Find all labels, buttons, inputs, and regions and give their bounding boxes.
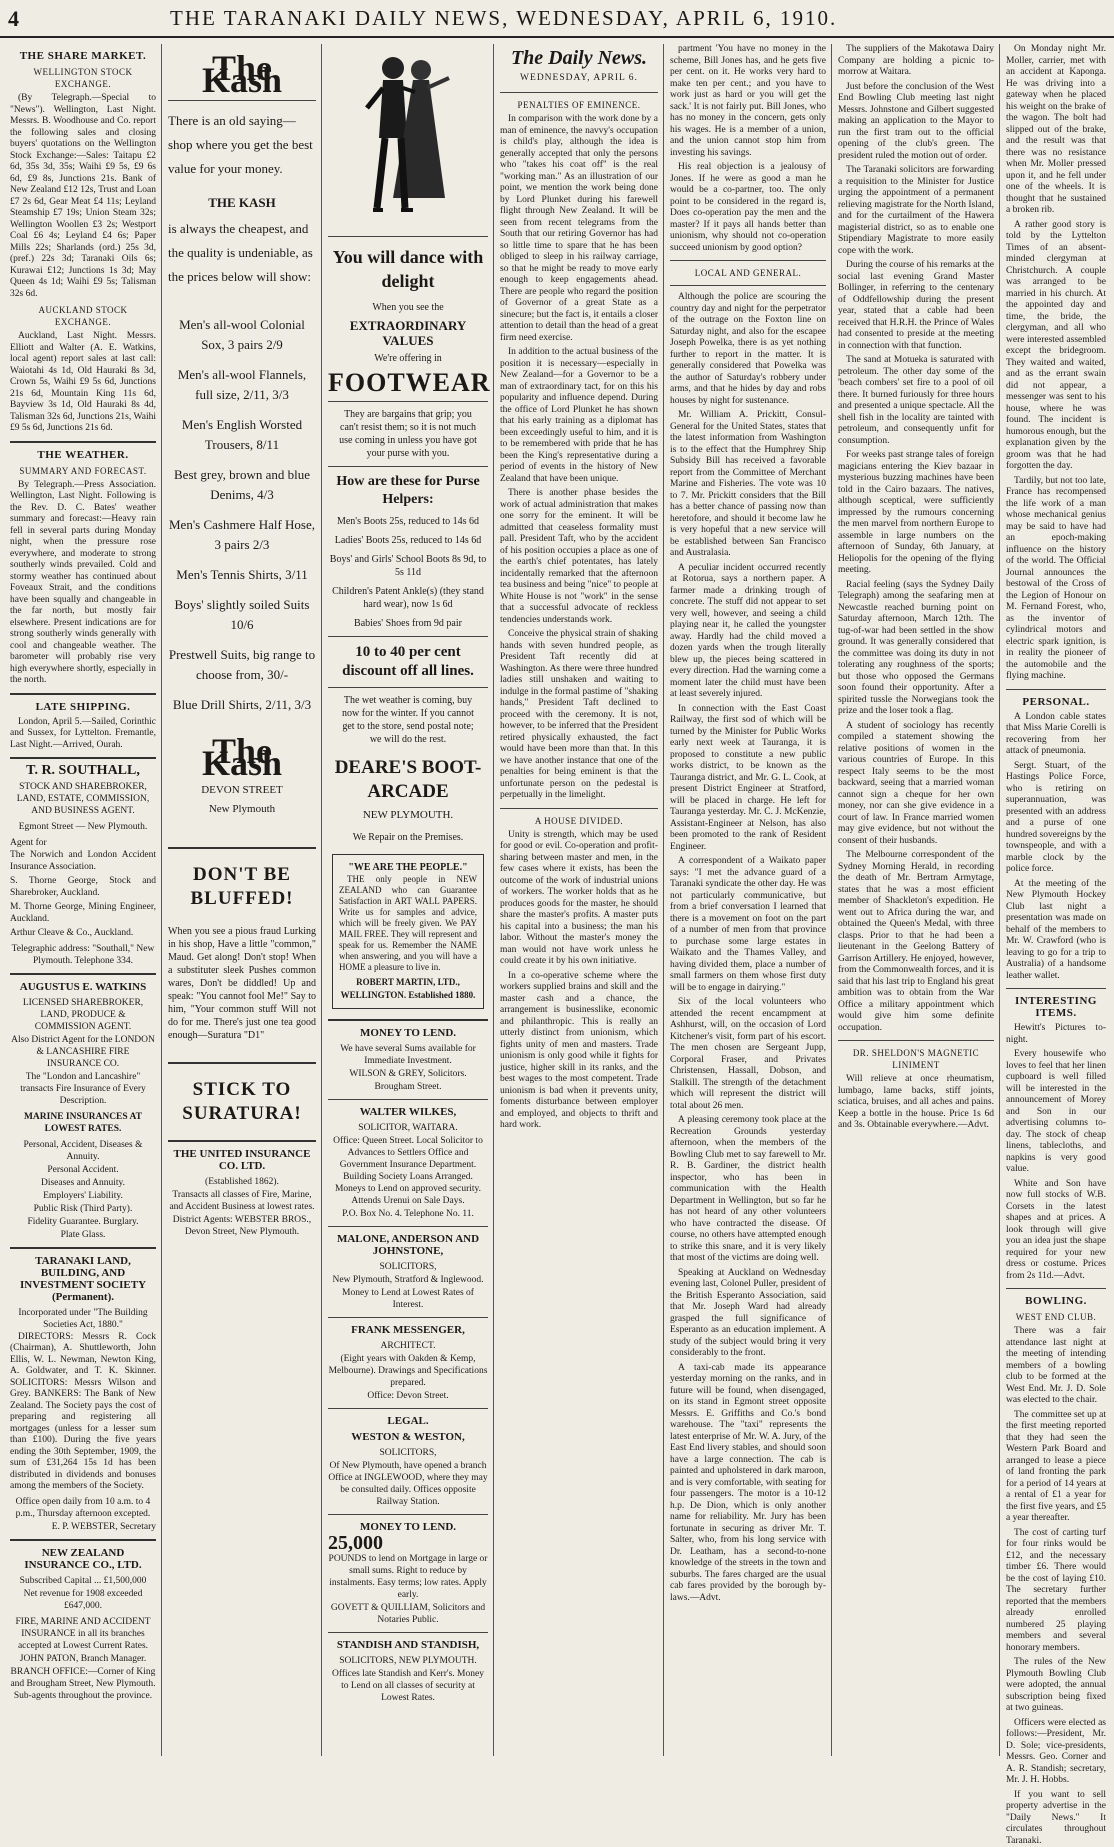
boot-price-item: Babies' Shoes from 9d pair bbox=[328, 617, 488, 630]
local-item: A pleasing ceremony took place at the Recreation Grounds yesterday afternoon, when the members of the Bowling Club met to say farewell to Mr. R. B. Gardiner, the district health inspector, who has been in communication with the Health Department in Wellington, but so far he has not heard of any other volunteers who have contracted the disease. Of course, no others have attempted enough to strike this snare, and it is very likely that most of the victims are doing well. bbox=[670, 1115, 826, 1265]
wilkes-text: Office: Queen Street. Local Solicitor to Advances to Settlers Office and Government Insurance Department. Building Society Loans Arranged. Moneys to Lend on approved security. Attends Urenui on Sale Days. bbox=[328, 1135, 488, 1207]
bowling-heading: BOWLING. bbox=[1006, 1295, 1106, 1307]
wellington-report: (By Telegraph.—Special to "News"). Wellington, Last Night. Messrs. B. Woodhouse and Co. report the following sales and closing buyers' quotations on the Wellington Stock Exchange:—Sales: Taitapu £2 6d, 35s 3d, 35s; Waihi £9 5s, £9 6s 6d, £9 8s, Junctions 21s. Bank of New Zealand £12 12s, Trust and Loan £7 2s 6d, Gear Meat £4 11s; Leyland Steamship £7 19s; Union Steam 32s; Wellington Woollen £3 2s; Westport Coal £6 4s; Leyland £4 6s; Paper Mills 22s; Sharlands (ord.) 25s 3d, (pref.) 22s 3d; Taranaki Oils 6s; Kurawai £12; Junctions 1s 3d; May Queen 4s 1d; Waihi £9 5s; Talisman 32s 6d. bbox=[10, 93, 156, 300]
editorial-date: WEDNESDAY, APRIL 6. bbox=[500, 72, 658, 84]
divider bbox=[328, 236, 488, 237]
local-item: A peculiar incident occurred recently at Rotorua, says a northern paper. A farmer made a drinking trough of concrete. The stuff did not appear to set very well, however, and seeing a child playing near it, he called the youngster away. Hardly had the child moved a dozen yards when the trough literally blew up, the pieces being scattered in every direction. Had the warning come a moment later the child must have been at least severely injured. bbox=[670, 563, 826, 701]
bowling-item: The cost of carting turf for four rinks would be £12, and the necessary timber £6. There would be the cost of laying £10. The secretary further reported that the members already enrolled numbered 25 playing members and several honorary members. bbox=[1006, 1528, 1106, 1655]
messenger-office: Office: Devon Street. bbox=[328, 1390, 488, 1402]
nz-insurance-capital: Subscribed Capital ... £1,500,000 bbox=[10, 1575, 156, 1587]
masthead bbox=[0, 0, 1114, 38]
kash-price-item: Men's all-wool Colonial Sox, 3 pairs 2/9 bbox=[168, 315, 316, 355]
bowling-item: There was a fair attendance last night at the meeting of intending members of a bowling club to be formed at the West End. Mr. J. D. Sole was elected to the chair. bbox=[1006, 1326, 1106, 1407]
share-market-heading: THE SHARE MARKET. bbox=[10, 50, 156, 62]
extraordinary-values: EXTRAORDINARY VALUES bbox=[328, 318, 488, 348]
society-incorporated: Incorporated under "The Building Societies Act, 1880." bbox=[10, 1307, 156, 1331]
kash-price-item: Blue Drill Shirts, 2/11, 3/3 bbox=[168, 695, 316, 715]
agent-item: M. Thorne George, Mining Engineer, Auckland. bbox=[10, 902, 156, 925]
society-secretary: E. P. WEBSTER, Secretary bbox=[10, 1521, 156, 1533]
lend-heading: MONEY TO LEND. bbox=[328, 1521, 488, 1533]
local-general-heading: LOCAL AND GENERAL. bbox=[670, 267, 826, 279]
agent-for-label: Agent for bbox=[10, 837, 156, 849]
kash-town: New Plymouth bbox=[168, 802, 316, 817]
nz-insurance-revenue: Net revenue for 1908 exceeded £647,000. bbox=[10, 1588, 156, 1612]
southall-business: STOCK AND SHAREBROKER, LAND, ESTATE, COMMISSION, AND BUSINESS AGENT. bbox=[10, 781, 156, 817]
agent-item: Arthur Cleave & Co., Auckland. bbox=[10, 928, 156, 940]
interesting-item: Every housewife who loves to feel that her linen cupboard is well filled will be interested in the announcement of Morey and Son in our advertising columns to-day. The stock of cheap linens, tablecloths, and napkins is very good value. bbox=[1006, 1049, 1106, 1176]
column-local-news bbox=[666, 44, 830, 1756]
lend-text: POUNDS to lend on Mortgage in large or small sums. Right to reduce by instalments. Easy terms; low rates. Apply early. bbox=[328, 1553, 488, 1601]
local-item: Speaking at Auckland on Wednesday evening last, Colonel Puller, president of the British Esperanto Association, said that Mr. Joseph Ward had already grasped the full significance of Esperanto as an education implement. A study of the subject would bring it very considerably to the front. bbox=[670, 1268, 826, 1360]
weston-heading: WESTON & WESTON, bbox=[328, 1431, 488, 1443]
wilkes-box: P.O. Box No. 4. Telephone No. 11. bbox=[328, 1208, 488, 1220]
local-item: The suppliers of the Makotawa Dairy Company are holding a picnic to-morrow at Waitara. bbox=[838, 44, 994, 79]
divider bbox=[1006, 988, 1106, 989]
personal-item: A London cable states that Miss Marie Corelli is recovering from her attack of pneumonia. bbox=[1006, 712, 1106, 758]
boot-price-item: Children's Patent Ankle(s) (they stand hard wear), now 1s 6d bbox=[328, 585, 488, 611]
kash-intro: There is an old saying—shop where you get the best value for your money. bbox=[168, 109, 316, 181]
lend-firm: GOVETT & QUILLIAM, Solicitors and Notaries Public. bbox=[328, 1602, 488, 1626]
divider bbox=[168, 100, 316, 101]
local-item: A taxi-cab made its appearance yesterday morning on the ranks, and in future will be found, when disengaged, on its stand in Egmont street opposite Messrs. E. Griffiths and Co.'s bond warehouse. The "taxi" represents the latest enterprise of Mr. W. A. Jury, of the East End livery stables, and should soon have a large connection. The cab is painted and upholstered in dark maroon, and is very comfortable, with seating for four passengers. The motor is a 10-12 h.p. De Dion, which is only another name for reliability. Mr. Jury has been fortunate in securing as driver Mr. T. Salter, who, from his long service with Dr. Leatham, has a second-to-none knowledge of the streets in the town and suburbs. The fares charged are the usual cab fares provided by the borough by-laws.—Advt. bbox=[670, 1363, 826, 1605]
insurance-item: Public Risk (Third Party). bbox=[10, 1203, 156, 1215]
united-insurance-established: (Established 1862). bbox=[168, 1176, 316, 1188]
when-you-see: When you see the bbox=[328, 301, 488, 314]
bargains-text: They are bargains that grip; you can't resist them; so it is not much use coming in unless you have got your purse with you. bbox=[328, 408, 488, 460]
footwear-heading: FOOTWEAR bbox=[328, 377, 488, 389]
wellington-heading: WELLINGTON STOCK EXCHANGE. bbox=[10, 66, 156, 90]
divider bbox=[328, 1408, 488, 1409]
interesting-item: White and Son have now full stocks of W.B. Corsets in the latest shapes and at prices. A look through will give you an idea just the shape required for your new dress or costume. Prices from 2s 11d.—Advt. bbox=[1006, 1179, 1106, 1283]
bowling-item: The committee set up at the first meeting reported that they had seen the Western Park Board and arranged to lease a piece of land fronting the park for a period of 14 years at a rental of £1 a year for the first five years, and £5 a year thereafter. bbox=[1006, 1410, 1106, 1525]
standish-heading: STANDISH AND STANDISH, bbox=[328, 1639, 488, 1651]
kash-subheading: THE KASH bbox=[168, 197, 316, 209]
bowling-item: The rules of the New Plymouth Bowling Club were adopted, the annual subscription being fixed at two guineas. bbox=[1006, 1657, 1106, 1715]
watkins-agency: Also District Agent for the LONDON & LANCASHIRE FIRE INSURANCE CO. bbox=[10, 1034, 156, 1070]
column-kash-advert bbox=[164, 44, 320, 1756]
column-rule bbox=[999, 44, 1000, 1756]
divided-paragraph: Unity is strength, which may be used for good or evil. Co-operation and profit-sharing between master and men, in the few cases where it exists, has been the outcome of the work of industrial unions of workers. The worker holds that as he produces goods for the master, he should share the master's profits. A master puts his capital into a business; the man his labor. Without the master's money the man would not have work unless he could create it by his own initiative. bbox=[500, 830, 658, 968]
local-item: Six of the local volunteers who attended the recent encampment at Ashhurst, will, on the occasion of Lord Kitchener's visit, form part of his escort. The men chosen are Sergeant Jupp, Corporal Fraser, and Privates Christensen, Hassall, Dobson, and Stalkill. The strength of the detachment which will represent the district will total about 26 men. bbox=[670, 997, 826, 1112]
boot-price-item: Boys' and Girls' School Boots 8s 9d, to 5s 11d bbox=[328, 553, 488, 579]
suratura-slogan: STICK TO SURATURA! bbox=[168, 1078, 316, 1126]
southall-name: T. R. SOUTHALL, bbox=[10, 765, 156, 777]
local-item: Mr. William A. Prickitt, Consul-General for the United States, states that the latest information from Washington is to the effect that the Humphrey Ship Subsidy Bill has received a favorable report from the Committee of Merchant Marine and Fisheries. The vote was 10 to 7. Mr. Prickitt considers that the Bill has a better chance of passing now than heretofore, and should it become law he is very hopeful that a new service will be established between San Francisco and Australasia. bbox=[670, 410, 826, 560]
divider bbox=[168, 1062, 316, 1064]
society-office-hours: Office open daily from 10 a.m. to 4 p.m., Thursday afternoon excepted. bbox=[10, 1496, 156, 1520]
malone-text: Money to Lend at Lowest Rates of Interest. bbox=[328, 1287, 488, 1311]
kash-street: DEVON STREET bbox=[168, 783, 316, 798]
malone-subheading: SOLICITORS, bbox=[328, 1261, 488, 1273]
local-item: On Monday night Mr. Moller, carrier, met with an accident at Kaponga. He was driving into a gateway when he placed his weight on the brake of the wagon. The bolt had slipped out of the brake, and the result was that there was no resistance when Mr. Moller pressed upon it, and he fell under one of the wheels. It is thought that he sustained a broken rib. bbox=[1006, 44, 1106, 217]
penalties-heading: PENALTIES OF EMINENCE. bbox=[500, 99, 658, 111]
deares-heading: DEARE'S BOOT-ARCADE bbox=[328, 756, 488, 804]
weather-subheading: SUMMARY AND FORECAST. bbox=[10, 465, 156, 477]
divider bbox=[10, 441, 156, 443]
divider bbox=[328, 1019, 488, 1021]
southall-telegraph: Telegraphic address: "Southall," New Plymouth. Telephone 334. bbox=[10, 943, 156, 967]
society-text: DIRECTORS: Messrs R. Cock (Chairman), A. Shuttleworth, John Ellis, W. L. Newman, Newton King, A. Goldwater, and T. K. Skinner. SOLICITORS: Messrs Wilson and Grey. BANKERS: The Bank of New Zealand. The Society pays the cost of preparing and registering all mortgages (unless for a lesser sum than £100). During the five years ending the 30th September, 1909, the sum of £31,264 15s 1d has been distributed in dividends and bonuses among the members of the Society. bbox=[10, 1332, 156, 1493]
insurance-list bbox=[10, 1139, 156, 1241]
personal-item: At the meeting of the New Plymouth Hockey Club last night a presentation was made on behalf of the members to Mr. W. Crawford (who is leaving to go for a trip to Australia) of a handsome leather wallet. bbox=[1006, 879, 1106, 983]
magnetic-liniment-heading: DR. SHELDON'S MAGNETIC LINIMENT bbox=[838, 1047, 994, 1071]
local-item: Just before the conclusion of the West End Bowling Club meeting last night Messrs. Johnstone and Gilbert suggested making an application to the Mayor to run the first tram out to the official opening of the club's green. The president ruled the motion out of order. bbox=[838, 82, 994, 163]
local-item: A correspondent of a Waikato paper says: "I met the advance guard of a Taranaki syndicate the other day. He was not particularly communicative, but from a brief conversation I learned that there is a movement on foot on the part of a number of men from that province to purchase some large estates in Waikato and the Thames Valley, and having divided them, place a number of small farmers on them whose first duty will be to engage in dairying." bbox=[670, 856, 826, 994]
weather-report: By Telegraph.—Press Association. Wellington, Last Night. Following is the Rev. D. C. Bates' weather summary and forecast:—Heavy rain fell in several parts during Monday night, when the pressure rose everywhere, and moderate to strong southerly winds prevailed. Cold and stormy weather has continued about Foveaux Strait, and the conditions have been squally and changeable in the far north, but mostly fair elsewhere. Present indications are for strong southerly winds generally with cool and changeable weather. The barometer will probably rise very high everywhere shortly, especially in the north. bbox=[10, 480, 156, 687]
nz-insurance-heading: NEW ZEALAND INSURANCE CO., LTD. bbox=[10, 1547, 156, 1571]
divider bbox=[168, 847, 316, 849]
divider bbox=[328, 466, 488, 467]
purse-helpers-heading: How are these for Purse Helpers: bbox=[328, 473, 488, 509]
messenger-heading: FRANK MESSENGER, bbox=[328, 1324, 488, 1336]
agent-list bbox=[10, 850, 156, 940]
magnetic-liniment-text: Will relieve at once rheumatism, lumbago, lame backs, stiff joints, sciatica, bruises, and all aches and pains. Keep a bottle in the house. Price 1s 6d and 3s. Obtainable everywhere.—Advt. bbox=[838, 1074, 994, 1132]
malone-address: New Plymouth, Stratford & Inglewood. bbox=[328, 1274, 488, 1286]
divider bbox=[1006, 689, 1106, 690]
kash-price-item: Boys' slightly soiled Suits 10/6 bbox=[168, 595, 316, 635]
local-item: Racial feeling (says the Sydney Daily Telegraph) among the seafaring men at Newcastle reached burning point on Saturday afternoon, March 12th. The tug-of-war had been settled in the show ground. It was generally considered that the committee was doing its duty in not tolerating any roughness of the sports; but those who opposed the Germans soon found their opportunity. After a spirited tussle the Norwegians took the prize and the loser took a flag. bbox=[838, 580, 994, 718]
agent-item: S. Thorne George, Stock and Sharebroker, Auckland. bbox=[10, 876, 156, 899]
kash-price-item: Best grey, brown and blue Denims, 4/3 bbox=[168, 465, 316, 505]
boot-price-item: Ladies' Boots 25s, reduced to 14s 6d bbox=[328, 534, 488, 547]
column-rule bbox=[321, 44, 322, 1756]
kash-intro-2: is always the cheapest, and the quality is undeniable, as the prices below will show: bbox=[168, 217, 316, 289]
watkins-name: AUGUSTUS E. WATKINS bbox=[10, 981, 156, 993]
nz-insurance-branch: BRANCH OFFICE:—Corner of King and Brougham Street, New Plymouth. Sub-agents throughout the province. bbox=[10, 1666, 156, 1702]
penalties-paragraph: In addition to the actual business of the position it is necessary—especially in New Zealand—for a Governor to be a man of extraordinary tact, for on this his popularity and influence depend. During the office of Lord Plunket he has shown that his early training as a diplomat has been exceedingly useful to him, and it is to be remembered with pride that he has been the King's representative during a period of events in the history of New Zealand that have been unique. bbox=[500, 347, 658, 485]
auckland-report: Auckland, Last Night. Messrs. Elliott and Walter (A. E. Watkins, local agent) report sales at last call: Waiotahi 4s 1d, Old Hauraki 8s 3d, Crown 5s, Waihi £9 5s 6d, Junctions 21s 6d, Mountain King 11s 6d, Bayview 3s 1d, Old Hauraki 8s 4d, Talisman 32s 6d, Junctions 21s, Waihi £9 5s 6d, Junctions 21s 6d. bbox=[10, 331, 156, 435]
newspaper-title: THE TARANAKI DAILY NEWS, WEDNESDAY, APRIL 6, 1910. bbox=[170, 6, 837, 31]
divider bbox=[328, 636, 488, 637]
wet-weather-text: The wet weather is coming, buy now for the winter. If you cannot get to the store, send postal note; we will do the rest. bbox=[328, 694, 488, 746]
dance-headline: You will dance with delight bbox=[328, 245, 488, 293]
divided-heading: A HOUSE DIVIDED. bbox=[500, 815, 658, 827]
local-item: Tardily, but not too late, France has recompensed the life work of a man whose mechanical genius may be said to have had an epoch-making influence on the history of the world. The Official Journal announces the bestowal of the Cross of the Legion of Honour on M. Fernand Forest, who, as the inventor of cylindrical motors and electric spark ignition, is in reality the pioneer of the automobile and the flying machine. bbox=[1006, 476, 1106, 683]
divider bbox=[838, 1040, 994, 1041]
column-rule bbox=[161, 44, 162, 1756]
wallpaper-advert bbox=[332, 854, 484, 1009]
standish-text: Offices late Standish and Kerr's. Money to Lend on all classes of security at Lowest Rates. bbox=[328, 1668, 488, 1704]
malone-heading: MALONE, ANDERSON AND JOHNSTONE, bbox=[328, 1233, 488, 1257]
people-firm: ROBERT MARTIN, LTD., WELLINGTON. Established 1880. bbox=[339, 976, 477, 1002]
people-heading: "WE ARE THE PEOPLE." bbox=[339, 861, 477, 874]
divided-paragraph: In a co-operative scheme where the workers supplied brains and skill and the master cash and a chance, the arrangement is businesslike, economic and philanthropic. This is really an utterly distinct from unionism, which fights unity of men and masters. Trade unionism is only good while it fights for justice, higher skill in its ranks, and the best wages to the most competent. Trade unionism is bad when it prevents unity, foments disturbance between employer and employed, and objects to thrift and hard work. bbox=[500, 971, 658, 1132]
penalties-paragraph: There is another phase besides the work of actual administration that makes one sorry for the eminent. It will be admitted that ceaseless formality must pall. President Taft, who by the accident of his position occupies a place as one of the earth's chief potentates, has lately incidentally remarked that the afternoon tea business and being "nice" to people at White House is not "work" in the sense that a successful advocate of reckless tendencies understands work. bbox=[500, 488, 658, 626]
personal-item: Sergt. Stuart, of the Hastings Police Force, who is retiring on superannuation, was presented with an address and a purse of one hundred sovereigns by the townspeople, and with a marble clock by the police force. bbox=[1006, 761, 1106, 876]
paper-nameplate: The Daily News. bbox=[500, 52, 658, 64]
kash-price-item: Men's Tennis Shirts, 3/11 bbox=[168, 565, 316, 585]
kash-price-item: Prestwell Suits, big range to choose from, 30/- bbox=[168, 645, 316, 685]
local-item: Although the police are scouring the country day and night for the perpetrator of the outrage on the Foxton line on Saturday night, and also for the escapee Joseph Powelka, there is as yet nothing further to report in the matter. It is generally considered that Powelka was the author of Saturday's robbery under arms, and that he hides by day and robs houses by night for sustenance. bbox=[670, 292, 826, 407]
divider bbox=[670, 260, 826, 261]
weston-text: Of New Plymouth, have opened a branch Office at INGLEWOOD, where they may be consulted daily. Offices opposite Railway Station. bbox=[328, 1460, 488, 1508]
divider bbox=[500, 92, 658, 93]
dancing-couple-illustration bbox=[353, 48, 463, 228]
nz-insurance-text: FIRE, MARINE AND ACCIDENT INSURANCE in all its branches accepted at Lowest Current Rates. bbox=[10, 1616, 156, 1652]
weston-subheading: SOLICITORS, bbox=[328, 1447, 488, 1459]
kash-price-item: Men's Cashmere Half Hose, 3 pairs 2/3 bbox=[168, 515, 316, 555]
column-rule bbox=[493, 44, 494, 1756]
southall-address: Egmont Street — New Plymouth. bbox=[10, 821, 156, 833]
local-item: In connection with the East Coast Railway, the first sod of which will be turned by the Minister for Public Works early next week at Tauranga, it is proposed to constitute a new public works district, to be known as the Tauranga district, and Mr. G. L. Cook, at present District Engineer at Stratford, will be placed in charge. He left for Tauranga yesterday. Mr. C. J. McKenzie, Assistant-Engineer at Nelson, has also been promoted to the rank of Resident Engineer. bbox=[670, 704, 826, 854]
penalties-paragraph: Conceive the physical strain of shaking hands with seven hundred people, as President Taft recently did at Washington. As there were three hundred ladies still unshaken and waiting to indulge in the formal pastime of "shaking hands," President Taft declined to proceed with the ceremony. It is not, however, to be inferred that the President retired physically exhausted, the fact would have been more than that. In this we have another instance that one of the penalties for being eminent is that the unfortunate person on the pedestal is perpetually in the limelight. bbox=[500, 629, 658, 802]
repair-notice: We Repair on the Premises. bbox=[328, 831, 488, 844]
shipping-heading: LATE SHIPPING. bbox=[10, 701, 156, 713]
page-number: 4 bbox=[8, 6, 19, 32]
kash-title: The Kash bbox=[168, 62, 316, 86]
local-item: The Taranaki solicitors are forwarding a requisition to the Minister for Justice urging the appointment of a permanent relieving magistrate for the North Island, and for the curtailment of the Hawera magisterial district, so as to enable one Stipendiary Magistrate to more easily cope with the work. bbox=[838, 165, 994, 257]
divider bbox=[328, 1514, 488, 1515]
boot-price-list bbox=[328, 515, 488, 630]
local-item: The Melbourne correspondent of the Sydney Morning Herald, in recording the death of Mr. Bertram Armytage, states that he was a most efficient member of Shackleton's expedition. He went out to Africa during the war, and obtained the Queen's Medal, with three clasps. Prior to that he had been a lieutenant in the Geelong Battery of Garrison Artillery. He enjoyed, however, from the Commonwealth forces, and it is said that his last trip to England his great ambition was to obtain from the War Office a military appointment which would give him some definite occupation. bbox=[838, 850, 994, 1034]
column-rule bbox=[831, 44, 832, 1756]
interesting-heading: INTERESTING ITEMS. bbox=[1006, 995, 1106, 1019]
editorial-continued: partment 'You have no money in the scheme, Bill Jones has, and he gets five per cent. on it. He works very hard to make ten per cent.; and you have to work just as hard or you will get the sack.' It is not fairly put. Bill Jones, who has no money in the concern, gets only his wages. He is a member of a union, and the union cannot stop him from investing his savings. bbox=[670, 44, 826, 159]
insurance-item: Employers' Liability. bbox=[10, 1190, 156, 1202]
watkins-fire: The "London and Lancashire" transacts Fire Insurance of Every Description. bbox=[10, 1071, 156, 1107]
divider bbox=[10, 1247, 156, 1249]
kash-title-2: The Kash bbox=[168, 745, 316, 769]
money-heading: MONEY TO LEND. bbox=[328, 1027, 488, 1039]
divider bbox=[500, 808, 658, 809]
nz-insurance-manager: JOHN PATON, Branch Manager. bbox=[10, 1653, 156, 1665]
money-firm: WILSON & GREY, Solicitors. bbox=[328, 1068, 488, 1080]
divider bbox=[328, 1317, 488, 1318]
people-text: THE only people in NEW ZEALAND who can Guarantee Satisfaction in ART WALL PAPERS. Write us for samples and advice, which will be freely given. We PAY MAIL FREE. They will represent and speak for us. Remember the NAME when answering, and you will have a HOME a pleasure to live in. bbox=[339, 874, 477, 973]
divider bbox=[10, 757, 156, 759]
insurance-item: Fidelity Guarantee. Burglary. bbox=[10, 1216, 156, 1228]
messenger-text: (Eight years with Oakden & Kemp, Melbourne). Drawings and Specifications prepared. bbox=[328, 1353, 488, 1389]
column-deares-advert bbox=[324, 44, 492, 1756]
column-personal-bowling bbox=[1002, 44, 1110, 1756]
column-local-news-2 bbox=[834, 44, 998, 1756]
local-item: A student of sociology has recently compiled a statement showing the relative positions of women in the various countries of Europe. In this respect Italy seems to be the most backward, seeing that a married woman cannot sign a cheque for her own money, nor can she give evidence in a court of law. In France married women may give evidence, but not without the consent of their husbands. bbox=[838, 721, 994, 848]
weather-heading: THE WEATHER. bbox=[10, 449, 156, 461]
penalties-paragraph: In comparison with the work done by a man of eminence, the navvy's occupation is child's play, although the idea is generally accepted that only the persons who "takes his coat off" is the real "working man." As an illustration of our point, we mention the work being done by Lord Plunket during his farewell flight through New Zealand. It will be seen from recent telegrams from the South that our retiring Governor has had so little time to spare that he has been obliged to sleep in his railway carriage, so that he might be ready to move early enough to keep engagements ahead. There are people who regard the position of Governor of a great State as a sinecure; but the fact is, it entails a closer attention to detail than the head of a great firm need exercise. bbox=[500, 114, 658, 344]
discount-banner: 10 to 40 per cent discount off all lines. bbox=[328, 643, 488, 681]
divider bbox=[328, 1632, 488, 1633]
marine-heading: MARINE INSURANCES AT LOWEST RATES. bbox=[10, 1111, 156, 1135]
messenger-subheading: ARCHITECT. bbox=[328, 1340, 488, 1352]
united-insurance-text: Transacts all classes of Fire, Marine, and Accident Business at lowest rates. bbox=[168, 1189, 316, 1213]
shipping-report: London, April 5.—Sailed, Corinthic and Sussex, for Lyttelton. Fremantle, Last Night.—Arrived, Ourah. bbox=[10, 717, 156, 752]
auckland-heading: AUCKLAND STOCK EXCHANGE. bbox=[10, 304, 156, 328]
offering-label: We're offering in bbox=[328, 352, 488, 365]
kash-price-item: Men's English Worsted Trousers, 8/11 bbox=[168, 415, 316, 455]
watkins-business: LICENSED SHAREBROKER, LAND, PRODUCE & COMMISSION AGENT. bbox=[10, 997, 156, 1033]
insurance-item: Plate Glass. bbox=[10, 1229, 156, 1241]
lend-amount: 25,000 bbox=[328, 1537, 488, 1549]
kash-price-list bbox=[168, 315, 316, 715]
interesting-item: Hewitt's Pictures to-night. bbox=[1006, 1023, 1106, 1046]
bowling-item: If you want to sell property advertise in the "Daily News." It circulates throughout Taranaki. bbox=[1006, 1790, 1106, 1847]
boot-price-item: Men's Boots 25s, reduced to 14s 6d bbox=[328, 515, 488, 528]
divider bbox=[328, 1226, 488, 1227]
divider bbox=[168, 1140, 316, 1142]
standish-subheading: SOLICITORS, NEW PLYMOUTH. bbox=[328, 1655, 488, 1667]
money-text: We have several Sums available for Immediate Investment. bbox=[328, 1043, 488, 1067]
personal-heading: PERSONAL. bbox=[1006, 696, 1106, 708]
money-address: Brougham Street. bbox=[328, 1081, 488, 1093]
editorial-continued: His real objection is a jealousy of Jones. If he were as good a man he would be a co-partner, too. The only point to be considered in the regard is, Does co-operation pay the men and the master? If it pays all hands better than unionism, why should not co-operation succeed unionism by good option? bbox=[670, 162, 826, 254]
local-item: For weeks past strange tales of foreign magicians entering the Kiev bazaar in mysterious buzzing machines have been told in the Cairo bazaars. The natives, although sceptical, were sufficiently impressed by the rumours concerning the men marvel from northern Europe to assemble in large numbers on the afternoon of Sunday, 6th January, at Heliopolis for the opening of the flying meeting. bbox=[838, 450, 994, 577]
wilkes-heading: WALTER WILKES, bbox=[328, 1106, 488, 1118]
insurance-item: Diseases and Annuity. bbox=[10, 1177, 156, 1189]
insurance-item: Personal Accident. bbox=[10, 1164, 156, 1176]
column-editorial bbox=[496, 44, 662, 1756]
agent-item: The Norwich and London Accident Insurance Association. bbox=[10, 850, 156, 873]
divider bbox=[328, 687, 488, 688]
column-share-market bbox=[6, 44, 160, 1756]
divider bbox=[10, 693, 156, 695]
divider bbox=[328, 401, 488, 402]
bowling-subheading: WEST END CLUB. bbox=[1006, 1311, 1106, 1323]
divider bbox=[670, 285, 826, 286]
insurance-item: Personal, Accident, Diseases & Annuity. bbox=[10, 1139, 156, 1163]
legal-heading: LEGAL. bbox=[328, 1415, 488, 1427]
local-item: During the course of his remarks at the social last evening Grand Master Bollinger, in referring to the centenary of Oddfellowship during the present year, stated that a cable had been received that H.R.H. the Prince of Wales had consented to preside at the meeting in connection with that function. bbox=[838, 260, 994, 352]
divider bbox=[10, 973, 156, 975]
deares-address: NEW PLYMOUTH. bbox=[328, 808, 488, 823]
bluffed-verse: When you see a pious fraud Lurking in his shop, Have a little "common," Maud. Get along! Don't stop! When a substituter sleek Pushes common wares, Don't be diddled! Up and speak: "You cannot fool Me!" Say to him, "Your common stuff Will not do for me. There's just one tea good enough—Suratura "D1" bbox=[168, 925, 316, 1042]
united-insurance-agents: District Agents: WEBSTER BROS., Devon Street, New Plymouth. bbox=[168, 1214, 316, 1238]
column-rule bbox=[663, 44, 664, 1756]
local-item: The sand at Motueka is saturated with petroleum. The other day some of the 'beach combers' set fire to a pool of oil there. It burned furiously for three hours and presented a unique spectacle. All the shell fish in the locality are tainted with petroleum, and consequently unfit for consumption. bbox=[838, 355, 994, 447]
divider bbox=[328, 1099, 488, 1100]
local-item: A rather good story is told by the Lyttelton Times of an absent-minded clergyman at Christchurch. A couple was arranged to be married in his church. At the appointed day and time, the bride, the clergyman, and all who were interested assembled except the bridegroom. They waited and waited, and as the errant swain did not appear, a messenger was sent to his house, where he was found. The incident is humorous enough, but the explanation given by the groom was that he had forgotten the day. bbox=[1006, 220, 1106, 473]
divider bbox=[1006, 1288, 1106, 1289]
united-insurance-heading: THE UNITED INSURANCE CO. LTD. bbox=[168, 1148, 316, 1172]
wilkes-subheading: SOLICITOR, WAITARA. bbox=[328, 1122, 488, 1134]
bluffed-heading: DON'T BE BLUFFED! bbox=[168, 863, 316, 911]
divider bbox=[10, 1539, 156, 1541]
kash-price-item: Men's all-wool Flannels, full size, 2/11, 3/3 bbox=[168, 365, 316, 405]
bowling-item: Officers were elected as follows:—President, Mr. D. Sole; vice-presidents, Messrs. Geo. Corner and A. R. Standish; secretary, Mr. J. H. Hobbs. bbox=[1006, 1718, 1106, 1787]
society-heading: TARANAKI LAND, BUILDING, AND INVESTMENT SOCIETY (Permanent). bbox=[10, 1255, 156, 1303]
